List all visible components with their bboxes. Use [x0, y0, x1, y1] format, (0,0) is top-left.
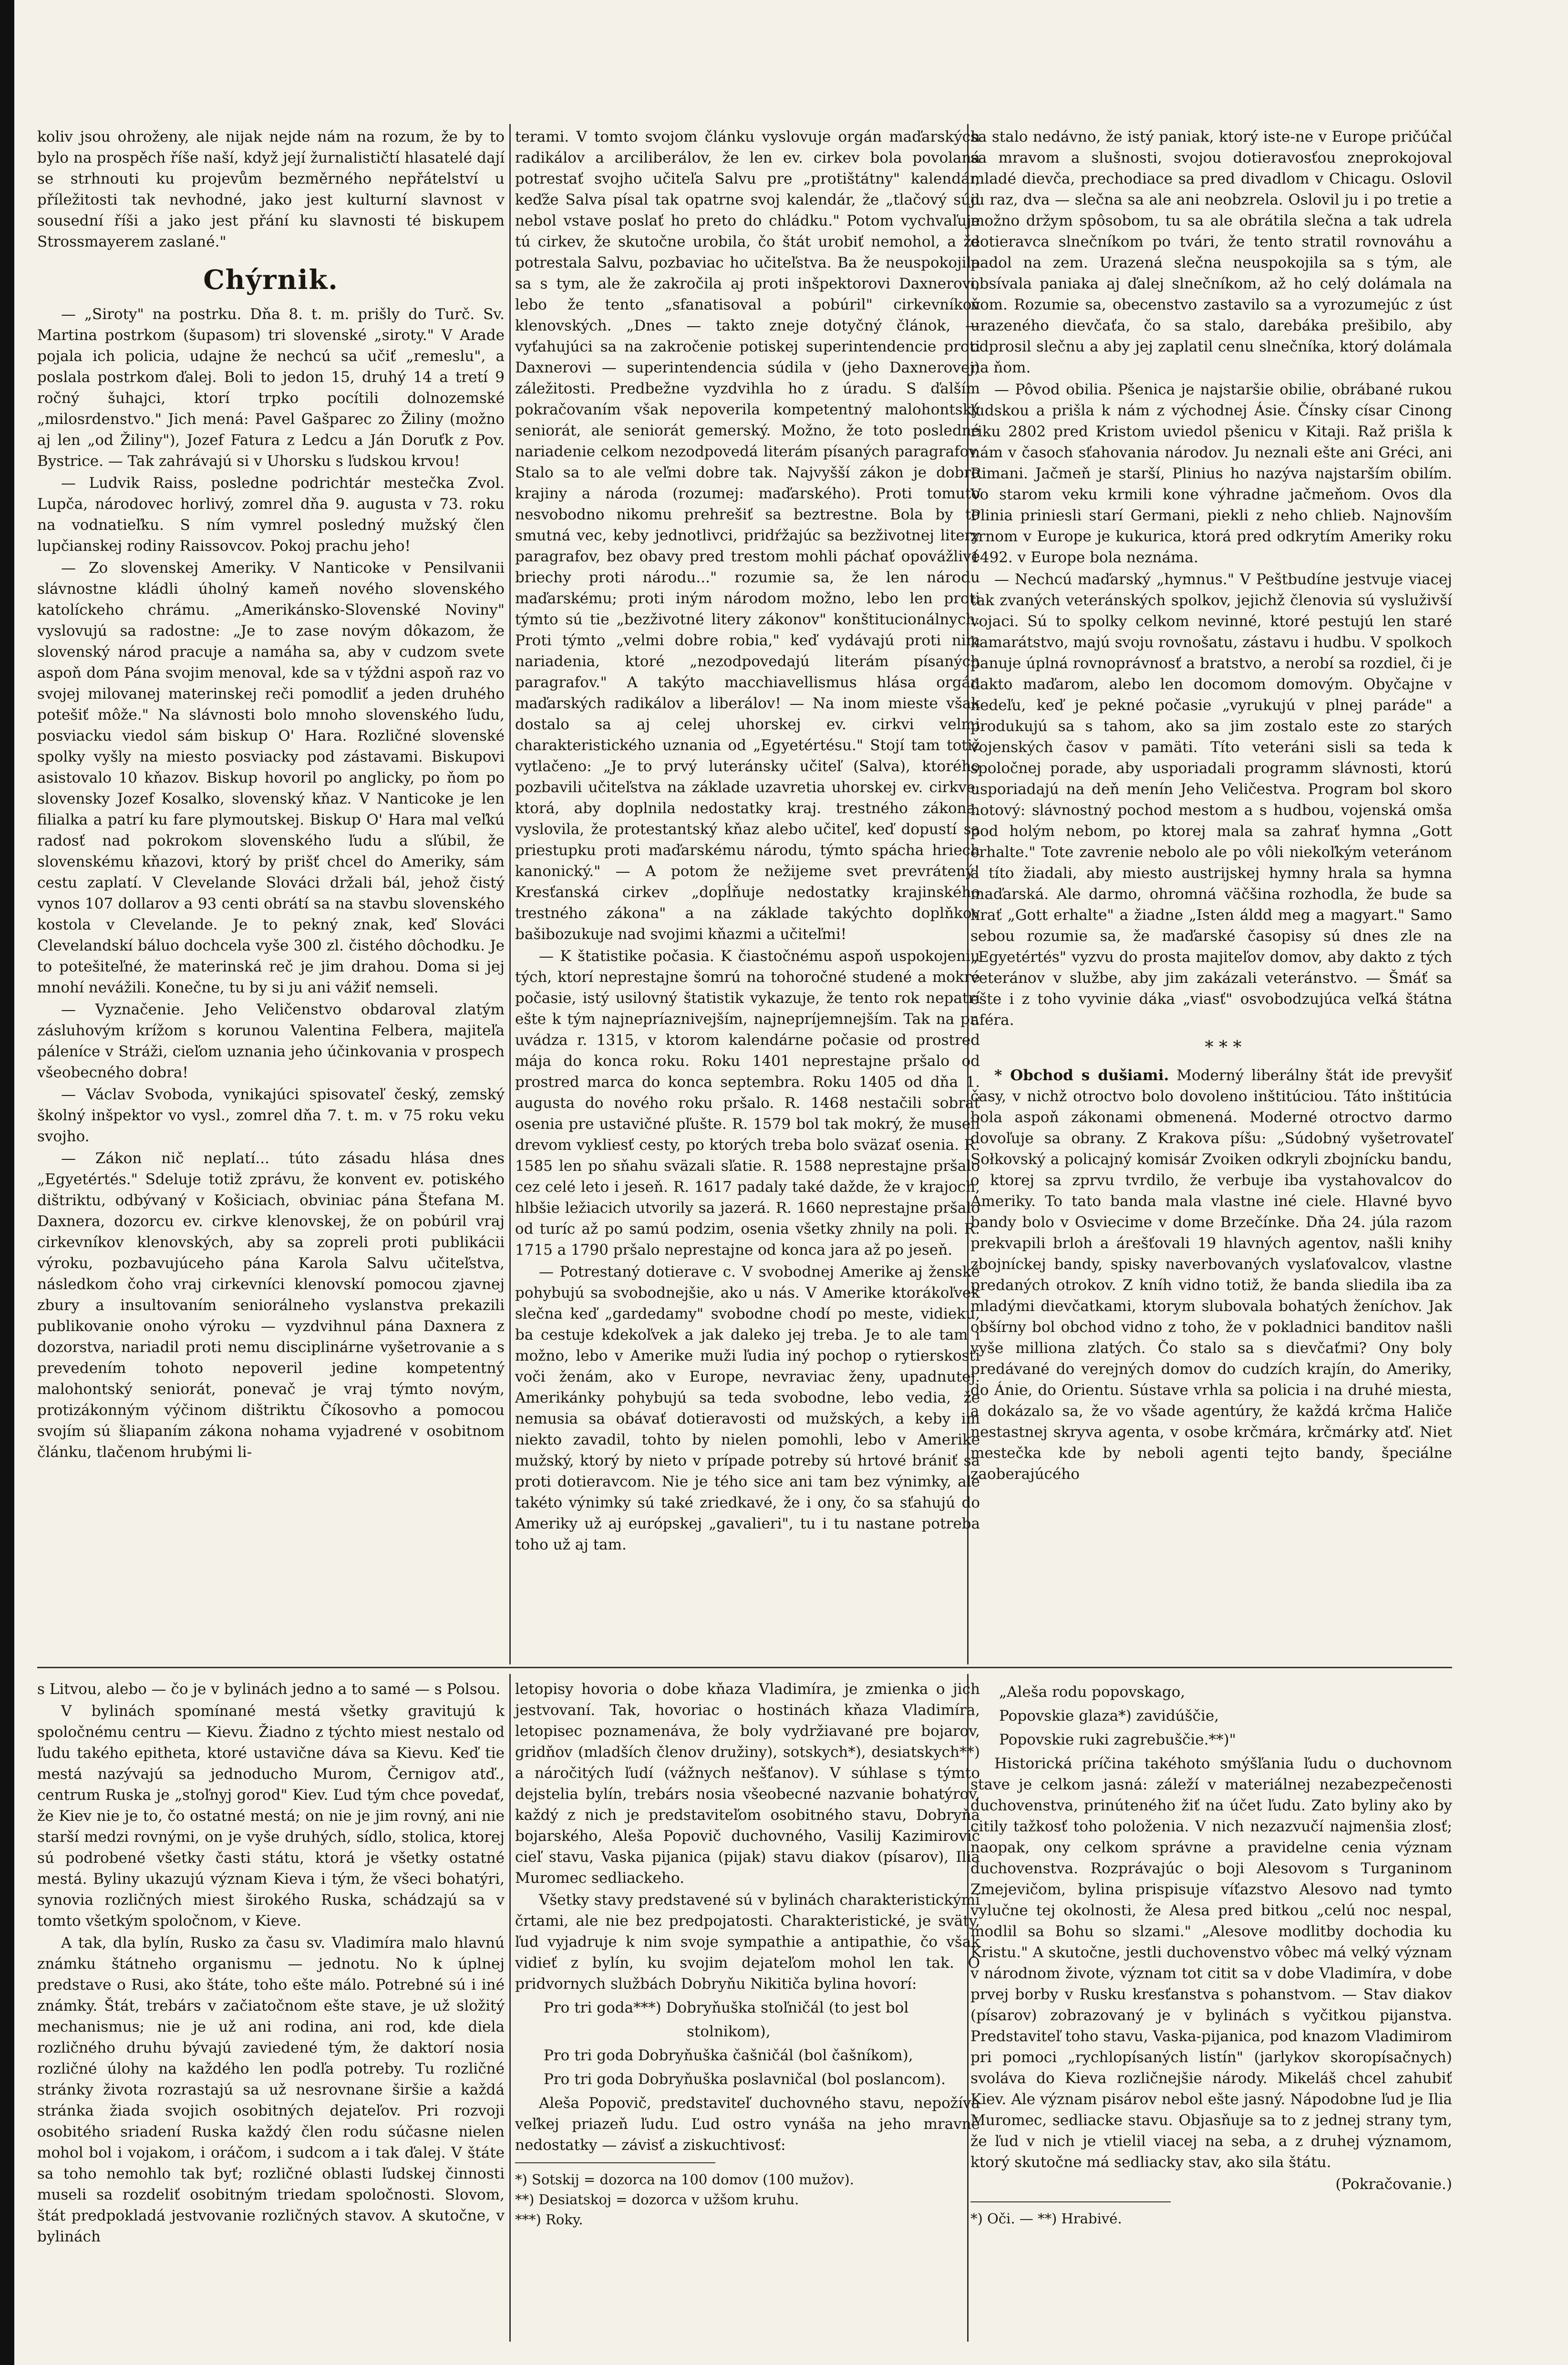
- news-item: — Zákon nič neplatí... túto zásadu hlása dnes „Egyetértés." Sdeluje totiž zprávu, že konvent ev. potiského dištriktu, odbývaný v Košiciach, obviniac pána Štefana M. Daxnera, dozorcu ev. cirkve klenovskej, že on pobúril vraj cirkevníkov klenovských, aby sa zopreli proti publikácii výroku, pozbavujúceho pána Karola Salvu učiteľstva, následkom čoho vraj cirkevníci klenovskí pomocou zjavnej zbury a insultovaním seniorálneho vyslanstva prekazili publikovanie onoho výroku — vyzdvihnul pána Daxnera z dozorstva, nariadil proti nemu disciplinárne vyšetrovanie a s prevedením tohoto nepoveril jedine kompetentný malohontský seniorát, ponevač je vraj týmto novým, protizákonným výčinom dištriktu Číkosovho a pomocou svojím sú šliapaním zákona nohama vyjadrené v osobitnom článku, tlačenom hrubými li-: [37, 1150, 505, 1461]
- feuilleton-paragraph: Aleša Popovič, predstaviteľ duchovného stavu, nepožíva veľkej priazeň ľudu. Ľud ostro vynáša na jeho mravné nedostatky — závisť a ziskuchtivosť:: [515, 2095, 980, 2154]
- news-item: [970, 1065, 1452, 1485]
- article-intro: koliv jsou ohroženy, ale nijak nejde nám na rozum, že by to bylo na prospěch říše naší, když její žurnalističtí hlasatelé dají se strhnouti ku projevům bezměrného nepřátelství u příležitosti tak nevhodné, jako jest kulturní slavnost v sousední říši a jako jest přání ku slavnosti té biskupem Strossmayerem zaslané.": [37, 128, 505, 250]
- section-separator: * * *: [1205, 1038, 1242, 1057]
- verse-line: Popovskie ruki zagrebuščie.**)": [999, 1731, 1236, 1748]
- footnote: *) Sotskij = dozorca na 100 domov (100 mužov).: [515, 2171, 854, 2188]
- feuilleton-column-3: [970, 1679, 1452, 2229]
- news-item: — Václav Svoboda, vynikajúci spisovateľ český, zemský školný inšpektor vo vysl., zomrel dňa 7. t. m. v 75 roku veku svojho.: [37, 1086, 505, 1145]
- feuilleton-paragraph: A tak, dla bylín, Rusko za času sv. Vladimíra malo hlavnú známku štátneho organismu — jednotu. No k úplnej predstave o Rusi, ako štáte, toho ešte málo. Potrebné sú i iné známky. Štát, trebárs v začiatočnom ešte stave, je už složitý mechanismus; nie je už ani rodina, ani rod, kde diela rozličného druhu bývajú zaviedené tým, že daktorí nosia rozličné úlohy na každého len podľa potreby. Tu rozličné stránky života rozrastajú sa už nesrovnane širšie a každá stránka žiada svojich osobitných dejateľov. Pri rozvoji osobitého sriadení Ruska každý člen rodu súčasne nielen mohol bol i vojakom, i oráčom, i sudcom a i tak ďalej. V štáte sa toho nemohlo tak byť; rozličné oblasti ľudskej činnosti museli sa rozdeliť osobitným triedam spoločnosti. Slovom, štát predpokladá jestvovanie rozličných stavov. A skutočne, v bylinách: [37, 1934, 505, 2245]
- column-2: [515, 126, 980, 1556]
- footnote-rule: [970, 2201, 1171, 2202]
- column-3: [970, 126, 1452, 1486]
- news-item: — „Siroty" na postrku. Dňa 8. t. m. prišly do Turč. Sv. Martina postrkom (šupasom) tri slovenské „siroty." V Arade pojala ich policia, udajne že nechcú sa učiť „remeslu", a poslala postrkom ďalej. Boli to jedon 15, druhý 14 a tretí 9 ročný šuhajci, ktorí trpko pocítili dolnozemské „milosrdenstvo." Jich mená: Pavel Gašparec zo Žiliny (možno aj len „od Žiliny"), Jozef Fatura z Ledcu a Ján Doruťk z Pov. Bystrice. — Tak zahrávajú si v Uhorsku s ľudskou krvou!: [37, 306, 505, 470]
- feuilleton-paragraph: Všetky stavy predstavené sú v bylinách charakteristickými črtami, ale nie bez predpojatosti. Charakteristické, je sväty, ľud vyjadruje k nim svoje sympathie a antipathie, čo však vidieť z bylín, ku svojim dejateľom mohol len tak. O pridvornych službách Dobryňu Nikitiča bylina hovorí:: [515, 1891, 980, 1993]
- verse-line: Popovskie glaza*) zavidúščie,: [999, 1707, 1219, 1725]
- verse-line: Pro tri goda***) Dobryňuška stoľničál (to jest bol: [544, 1999, 909, 2016]
- verse-line: „Aleša rodu popovskago,: [999, 1683, 1186, 1701]
- footnote: *) Oči. — **) Hrabivé.: [970, 2210, 1122, 2227]
- page-edge-shadow: [0, 0, 14, 2365]
- news-item: — Zo slovenskej Ameriky. V Nanticoke v Pensilvanii slávnostne kládli úholný kameň nového slovenského katolíckeho chrámu. „Amerikánsko-Slovenské Noviny" vyslovujú sa radostne: „Je to zase novým dôkazom, že slovenský národ pracuje a namáha sa, aby v cudzom svete aspoň dom Pána svojim menoval, kde sa v týždni aspoň raz vo svojej milovanej materinskej reči pomodliť a jeden druhého potešiť môže." Na slávnosti bolo mnoho slovenského ľudu, posviacku viedol sám biskup O' Hara. Rozličné slovenské spolky vyšly na miesto posviacky pod zástavami. Biskupovi asistovalo 10 kňazov. Biskup hovoril po anglicky, po ňom po slovensky Jozef Kosalko, slovenský kňaz. V Nanticoke je len filialka a patrí ku fare plymoutskej. Biskup O' Hara mal veľkú radosť nad pokrokom slovenského ľudu a sľúbil, že slovenskému kňazovi, ktorý by prišť chcel do Ameriky, sám cestu zaplatí. V Clevelande Slováci držali bál, jehož čistý vynos 107 dollarov a 93 centi obrátí sa na stavbu slovenského kostola v Clevelande. Je to pekný znak, keď Slováci Clevelandskí báluo dochcela vyše 300 zl. čistého dôchodku. Je to potešiteľné, že materinská reč je jim drahou. Doma si jej mnohí nevážili. Konečne, tu by si ju ani vážiť nemseli.: [37, 559, 505, 996]
- column-divider: [509, 124, 511, 1664]
- feuilleton-paragraph: V bylinách spomínané mestá všetky gravitujú k spoločnému centru — Kievu. Žiadno z týchto miest nestalo od ľudu takého epitheta, ktoré ustavične dáva sa Kievu. Keď tie mestá nazývajú sa jednoducho Murom, Černigov atď., centrum Ruska je „stoľnyj gorod" Kiev. Ľud tým chce povedať, že Kiev nie je to, čo ostatné mestá; on nie je jim rovný, ani nie starší medzi rovnými, on je vyše druhých, sídlo, stolica, ktorej sú podrobené všetky časti státu, ktorá je všetky ostatné mestá. Byliny ukazujú význam Kieva i tým, že všeci bohatýri, synovia rozličných miest širokého Ruska, schádzajú sa v tomto všetkým spoločnom, v Kieve.: [37, 1703, 505, 1930]
- feuilleton-paragraph: Historická príčina takéhoto smýšľania ľudu o duchovnom stave je celkom jasná: záleží v materiálnej nezabezpečenosti duchovenstva, prinúteného žiť na účet ľudu. Zato byliny ako by citily tažkosť toho položenia. V nich nezazvučí najmenšia zlosť; naopak, ony celkom správne a pravidelne cenia význam duchovenstva. Rozprávajúc o boji Alesovom s Turganinom Zmejevičom, bylina prispisuje víťazstvo Alesovo nad tymto vylučne tej okolnosti, že Alesa pred bitkou „celú noc nespal, modlil sa Bohu so slzami." „Alesove modlitby dochodia ku Kristu." A skutočne, jestli duchovenstvo vôbec má velký význam v národnom živote, význam tot citit sa v dobe Vladimíra, v dobe prvej borby v Rusku kresťanstva s pohanstvom. — Stav diakov (písarov) zobrazovaný je v bylinách s vyčitkou pijanstva. Predstaviteľ toho stavu, Vaska-pijanica, pod knazom Vladimirom pri pomoci „rychlopísaných listín" (jarlykov skoropísačnych) svoláva do Kieva rozličnejšie národy. Mikeláš chcel zahubiť Kiev. Ale význam pisárov nebol ešte jasný. Nápodobne ľud je Ilia Muromec, sedliacke stavu. Objasňuje sa to z jednej strany tym, že ľud v nich je vtielil viacej na seba, a z druhej významom, ktorý skutočne má sedliacky stav, ako sila štátu.: [970, 1755, 1452, 2171]
- feuilleton-paragraph: letopisy hovoria o dobe kňaza Vladimíra, je zmienka o jich jestvovaní. Tak, hovoriac o hostinách kňaza Vladimíra, letopisec poznamenáva, že boly vydržiavané pre bojarov, gridňov (mladších členov družiny), sotskych*), desiatskych**) a náročitých ľudí (vážnych nešťanov). V súhlase s týmto dejstelia bylín, trebárs nosia všeobecné nazvanie bohatýrov, každý z nich je predstaviteľom osobitného stavu, Dobryňa bojarského, Aleša Popovič duchovného, Vasilij Kazimirovič cieľ stavu, Vaska pijanica (pijak) stavu diakov (písarov), Ilia Muromec sedliackeho.: [515, 1681, 980, 1887]
- news-item: — Vyznačenie. Jeho Veličenstvo obdaroval zlatým zásluhovým krížom s korunou Valentina Felbera, majiteľa páleníce v Stráži, cieľom uznania jeho účinkovania v prospech všeobecného dobra!: [37, 1001, 505, 1081]
- article-body: Moderný liberálny štát ide prevyšiť časy, v nichž otroctvo bolo dovoleno inštitúciou. Táto inštitúcia bola aspoň zákonami obmenená. Moderné otroctvo darmo dovoľuje sa obrany. Z Krakova píšu: „Súdobný vyšetrovateľ Sołkovský a policajný komisár Zvoiken odkryli zbojnícku bandu, o ktorej sa zprvu tvrdilo, že verbuje iba vystahovalcov do Ameriky. To tato banda mala vlastne iné ciele. Hlavné byvo bandy bolo v Osviecime v dome Brzečínke. Dňa 24. júla razom prekvapili brloh a árešťovali 19 hlavných agentov, našli knihy zbojníckej bandy, spisky naverbovaných vyslaťovalcov, vlastne predaných otrokov. Z kníh vidno totiž, že banda sliedila iba za mladými dievčatkami, ktorym slubovala bohatých ženíchov. Jak obšírny bol obchod vidno z toho, že v pokladnici banditov našli vyše milliona zlatých. Čo stalo sa s dievčaťmi? Ony boly predávané do verejných domov do cudzích krajín, do Ameriky, do Ánie, do Orientu. Sústave vrhla sa policia i na druhé miesta, a dokázalo sa, že vo všade agentúry, že každá krčma Haliče nestastnej skryva agenta, v osobe krčmára, krčmárky atď. Niet mestečka kde by neboli agenti tejto bandy, špeciálne zaoberajúcého: [970, 1067, 1452, 1483]
- verse-line: Pro tri goda Dobryňuška poslavničal (bol poslancom).: [544, 2071, 946, 2088]
- news-item: sa stalo nedávno, že istý paniak, ktorý iste-ne v Europe pričúčal sa mravom a slušnosti, svojou dotieravosťou zneprokojoval mladé dievča, prechodiace sa pred divadlom v Chicagu. Oslovil ju raz, dva — slečna sa ale ani neobzrela. Oslovil ju i po tretie a možno držym spôsobom, tu sa ale obrátila slečna a tak udrela dotieravca slnečníkom po tvári, že tento stratil rovnováhu a padol na zem. Urazená slečna neuspokojila sa s tým, ale obsívala paniaka aj ďalej slnečníkom, až ho celý dolámala na ňom. Rozumie sa, obecenstvo zastavilo sa a vyrozumejúc z úst urazeného dievčaťa, čo sa stalo, darebáka prešibilo, aby odprosil slečnu a aby jej zaplatil cenu slnečníka, ktorý dolámala na ňom.: [970, 128, 1452, 376]
- feuilleton-column-2: [515, 1679, 980, 2230]
- feuilleton-column-1: [37, 1679, 505, 2248]
- news-item: — Nechcú maďarský „hymnus." V Peštbudíne jestvuje viacej tak zvaných veteránských spolkov, jejichž členovia sú vysluživší vojaci. Sú to spolky celkom nevinné, ktoré pestujú len staré kamarátstvo, majú svoju rovnošatu, zástavu i hudbu. V spolkoch panuje úplná rovnoprávnosť a bratstvo, a nerobí sa rozdiel, či je dakto maďarom, alebo len docomom domovým. Obyčajne v nedeľu, keď je pekné počasie „vyrukujú v plnej paráde" a produkujú sa s tahom, ako sa jim zostalo este zo starých vojenských časov v pamäti. Títo veteráni sisli sa teda k spoločnej porade, aby usporiadali programm slávnosti, ktorú usporiadajú na deň menín Jeho Veličestva. Program bol skoro hotový: slávnostný pochod mestom a s hudbou, vojenská omša pod holým nebom, po ktorej mala sa zahrať hymna „Gott erhalte." Tote zavrenie nebolo ale po vôli niekoľkým veteránom a títo žiadali, aby miesto austrijskej hymny hrala sa hymna maďarská. Ale darmo, ohromná väčšina rozhodla, že bude sa hrať „Gott erhalte" a žiadne „Isten áldd meg a magyart." Samo sebou rozumie sa, že maďarské časopisy sú dnes zle na „Egyetértés" vyzvu do prosta majiteľov domov, aby dakto z tých veteránov v službe, aby jim zakázali veteránstvo. — Šmáť sa ešte i z toho vyvinie dáka „viasť" osvobodzujúca veľká štátna aféra.: [970, 571, 1452, 1029]
- section-heading: Chýrnik.: [203, 264, 339, 296]
- news-item: — K štatistike počasia. K čiastočnému aspoň uspokojeniu tých, ktorí neprestajne šomrú na tohoročné studené a mokré počasie, istý usilovný štatistik vykazuje, že tento rok nepatrí ešte k tým najnepríaznivejším, najnepríjemnejším. Tak na pr. uvádza r. 1315, v ktorom kalendárne počasie od prostred mája do konca roku. Roku 1401 neprestajne pršalo od prostred marca do konca septembra. Roku 1405 od dňa 1. augusta do nového roku pršalo. R. 1468 nestačili sobrať osenia pre ustavičné pľušte. R. 1579 bol tak mokrý, že museli drevom vykliesť cesty, po ktorých treba bolo sväzať osenia. R. 1585 len po sňahu sväzali sľatie. R. 1588 neprestajne pršalo cez celé leto i jeseň. R. 1617 padaly také dažde, že v krajoch, hlbšie ležiacich utvorily sa jazerá. R. 1660 neprestajne pršalo od turíc až po samú podzim, osenia všetky zhnily na poli. R. 1715 a 1790 pršalo neprestajne od konca jara až po jeseň.: [515, 948, 980, 1259]
- footnote: **) Desiatskoj = dozorca v užšom kruhu.: [515, 2191, 799, 2208]
- feuilleton-paragraph: s Litvou, alebo — čo je v bylinách jedno a to samé — s Polsou.: [37, 1681, 501, 1698]
- verse-line: stolnikom),: [687, 2023, 771, 2040]
- news-item: — Pôvod obilia. Pšenica je najstaršie obilie, obrábané rukou ľudskou a prišla k nám z východnej Ásie. Čínsky císar Cinong riku 2802 pred Kristom uviedol pšenicu v Kitaji. Raž prišla k nám v časoch sťahovania národov. Ju neznali ešte ani Gréci, ani Rimani. Jačmeň je starší, Plinius ho nazýva najstarším obilím. Vo starom veku krmili kone výhradne jačmeňom. Ovos dla Plinia priniesli starí Germani, piekli z neho chlieb. Najnovším zrnom v Europe je kukurica, ktorá pred odkrytím Ameriky roku 1492. v Europe bola neznáma.: [970, 381, 1452, 566]
- verse-line: Pro tri goda Dobryňuška čašničál (bol čašníkom),: [544, 2047, 913, 2064]
- footnote-rule: [515, 2162, 715, 2163]
- footnote: ***) Roky.: [515, 2211, 583, 2228]
- article-title: * Obchod s dušiami.: [994, 1067, 1169, 1084]
- news-item: — Ludvik Raiss, posledne podrichtár mestečka Zvol. Lupča, národovec horlivý, zomrel dňa 9. augusta v 73. roku na vodnatieľku. S ním vymrel posledný mužský člen lupčianskej rodiny Raissovcov. Pokoj prachu jeho!: [37, 475, 505, 555]
- feuilleton-divider: [37, 1667, 1452, 1668]
- news-item: — Potrestaný dotierave c. V svobodnej Amerike aj ženské pohybujú sa svobodnejšie, ako u nás. V Amerike ktorákoľvek slečna keď „gardedamy" svobodne chodí po meste, vidieku, ba cestuje kdekoľvek a jak daleko jej treba. Je to ale tam i možno, lebo v Amerike muži ľudia iný pochop o rytierskosti voči ženám, ako v Europe, nevraviac ženy, upadnutej. Amerikánky pohybujú sa teda svobodne, lebo vedia, že nemusia sa obávať dotieravosti od mužských, a keby im niekto zavadil, tohto by nielen pomohli, lebo v Amerike mužský, ktorý by nieto v prípade potreby sú hrtové brániť sa proti dotieravcom. Nie je tého sice ani tam bez výnimky, ale takéto výnimky sú také zriedkavé, že i ony, čo sa sťahujú do Ameriky už aj európskej „gavalieri", tu i tu nastane potreba toho už aj tam.: [515, 1263, 980, 1553]
- continuation-note: (Pokračovanie.): [1335, 2176, 1452, 2193]
- news-item: terami. V tomto svojom článku vyslovuje orgán maďarských radikálov a arciliberálov, že len ev. cirkev bola povolaná potrestať svojho učiteľa Salvu pre „protištátny" kalendár, keďže Salva písal tak opatrne svoj kalendár, že „tlačový súd nebol vstave poslať ho preto do chládku." Potom vychvaľuje tú cirkev, že skutočne urobila, čo štát urobiť nemohol, a že potrestala Salvu, pozbaviac ho učiteľstva. Ba že neuspokojila sa s tym, ale že zakročila aj proti inšpektorovi Daxnerovi, lebo že tento „sfanatisoval a pobúril" cirkevníkov klenovských. „Dnes — takto zneje dotyčný článok, — vyťahujúci sa na zakročenie potiskej superintendencie proti Daxnerovi — superintendencia súdila v (jeho Daxnerovej) záležitosti. Predbežne vyzdvihla ho z úradu. S ďalším pokračovaním však nepoverila kompetentný malohontský seniorát, ale seniorát gemerský. Možno, že toto posledné nariadenie celkom nezodpovedá literám písaných paragrafov. Stalo sa to ale veľmi dobre tak. Najvyšší zákon je dobro krajiny a národa (rozumej: maďarského). Proti tomuto nesvobodno nikomu prehrešiť sa beztrestne. Bola by to smutná vec, keby jednotlivci, pridŕžajúc sa bezživotnej litery paragrafov, bez obavy pred trestom mohli páchať opovážlivé briechy proti národu..." rozumie sa, že len národu maďarskému; proti iným národom možno, lebo len proti týmto sú tie „bezživotné litery zákonov" konštitucionálnych. Proti týmto „velmi dobre robia," keď vydávajú proti nim nariadenia, ktoré „nezodpovedajú literám písaných paragrafov." A takýto macchiavellismus hlása orgán maďarských radikálov a liberálov! — Na inom mieste však dostalo sa aj celej uhorskej ev. cirkvi velmi charakteristického uznania od „Egyetértésu." Stojí tam totiž vytlačeno: „Je to prvý luteránsky učiteľ (Salva), ktorého pozbavili učiteľstva na základe uzavretia uhorskej ev. cirkve, ktorá, aby doplnila nedostatky kraj. trestného zákona, vyslovila, že protestantský kňaz alebo učiteľ, keď dopustí sa priestupku proti maďarskému národu, týmto spácha hriech kanonický." — A potom že nežijeme svet prevrátený! Kresťanská cirkev „dopĺňuje nedostatky krajinského trestného zákona" a na základe takýchto doplňkov bašibozukuje nad svojimi kňazmi a učiteľmi!: [515, 128, 980, 943]
- column-1: [37, 126, 505, 1464]
- feuilleton-column-divider: [509, 1674, 511, 2342]
